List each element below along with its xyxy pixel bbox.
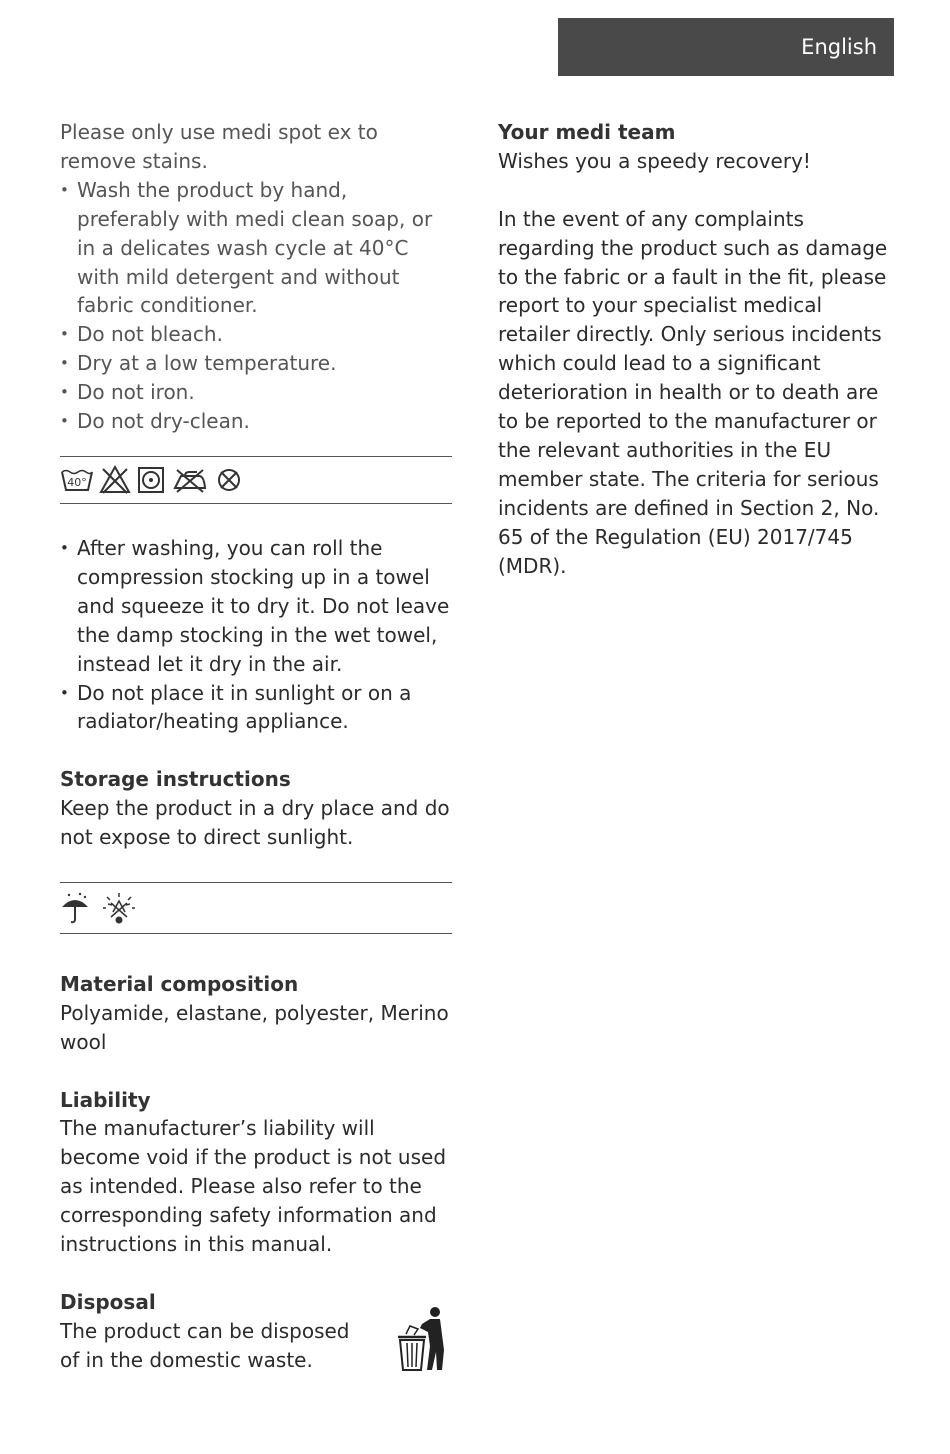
left-column bbox=[60, 118, 452, 1375]
list-item: • Dry at a low temperature. bbox=[60, 349, 452, 378]
no-dry-clean-icon bbox=[214, 465, 244, 495]
material-heading: Material composition bbox=[60, 971, 299, 996]
keep-dry-icon bbox=[60, 891, 90, 925]
list-item: • Do not iron. bbox=[60, 378, 452, 407]
care-symbols-row bbox=[60, 456, 452, 504]
list-item: • Do not dry-clean. bbox=[60, 407, 452, 436]
language-label: English bbox=[801, 35, 877, 59]
care-list bbox=[60, 176, 452, 436]
complaints-text: In the event of any complaints regarding the product such as damage to the fabric or a fault in the fit, please report to your specialist medical retailer directly. Only serious incidents which could lead to a significant deterioration in health or to death are to be reported to the manufacturer or the relevant authorities in the EU member state. The criteria for serious incidents are defined in Section 2, No. 65 of the Regulation (EU) 2017/745 (MDR). bbox=[498, 206, 888, 578]
wash-temp-label: 40° bbox=[67, 475, 87, 489]
wash-40-icon bbox=[60, 466, 94, 494]
disposal-text: The product can be disposed of in the domestic waste. bbox=[60, 1318, 350, 1372]
list-item: • After washing, you can roll the compression stocking up in a towel and squeeze it to dry it. Do not leave the damp stocking in the wet towel, instead let it dry in the air. bbox=[60, 534, 452, 679]
right-column bbox=[498, 118, 890, 580]
list-item: • Do not place it in sunlight or on a radiator/heating appliance. bbox=[60, 679, 452, 737]
language-tab bbox=[558, 18, 894, 76]
no-iron-icon bbox=[171, 466, 209, 494]
no-bleach-icon bbox=[99, 465, 131, 495]
keep-away-from-sunlight-icon bbox=[102, 891, 136, 925]
tumble-dry-low-icon bbox=[136, 465, 166, 495]
after-washing-list bbox=[60, 534, 452, 736]
list-item: • Wash the product by hand, preferably with medi clean soap, or in a delicates wash cycle at 40°C with mild detergent and without fabric conditioner. bbox=[60, 176, 452, 321]
storage-heading: Storage instructions bbox=[60, 767, 291, 792]
list-item: • Do not bleach. bbox=[60, 320, 452, 349]
stain-text: Please only use medi spot ex to remove stains. bbox=[60, 120, 378, 173]
material-text: Polyamide, elastane, polyester, Merino wool bbox=[60, 1000, 449, 1054]
waste-bin-icon bbox=[394, 1306, 450, 1372]
storage-symbols-row bbox=[60, 882, 452, 934]
liability-text: The manufacturer’s liability will become void if the product is not used as intended. Please also refer to the corresponding safety information and instructions in this manual. bbox=[60, 1116, 447, 1257]
disposal-section bbox=[60, 1288, 452, 1375]
disposal-heading: Disposal bbox=[60, 1289, 156, 1314]
team-text: Wishes you a speedy recovery! bbox=[498, 148, 811, 173]
storage-text: Keep the product in a dry place and do not expose to direct sunlight. bbox=[60, 796, 450, 850]
team-heading: Your medi team bbox=[498, 120, 676, 144]
liability-heading: Liability bbox=[60, 1087, 151, 1112]
